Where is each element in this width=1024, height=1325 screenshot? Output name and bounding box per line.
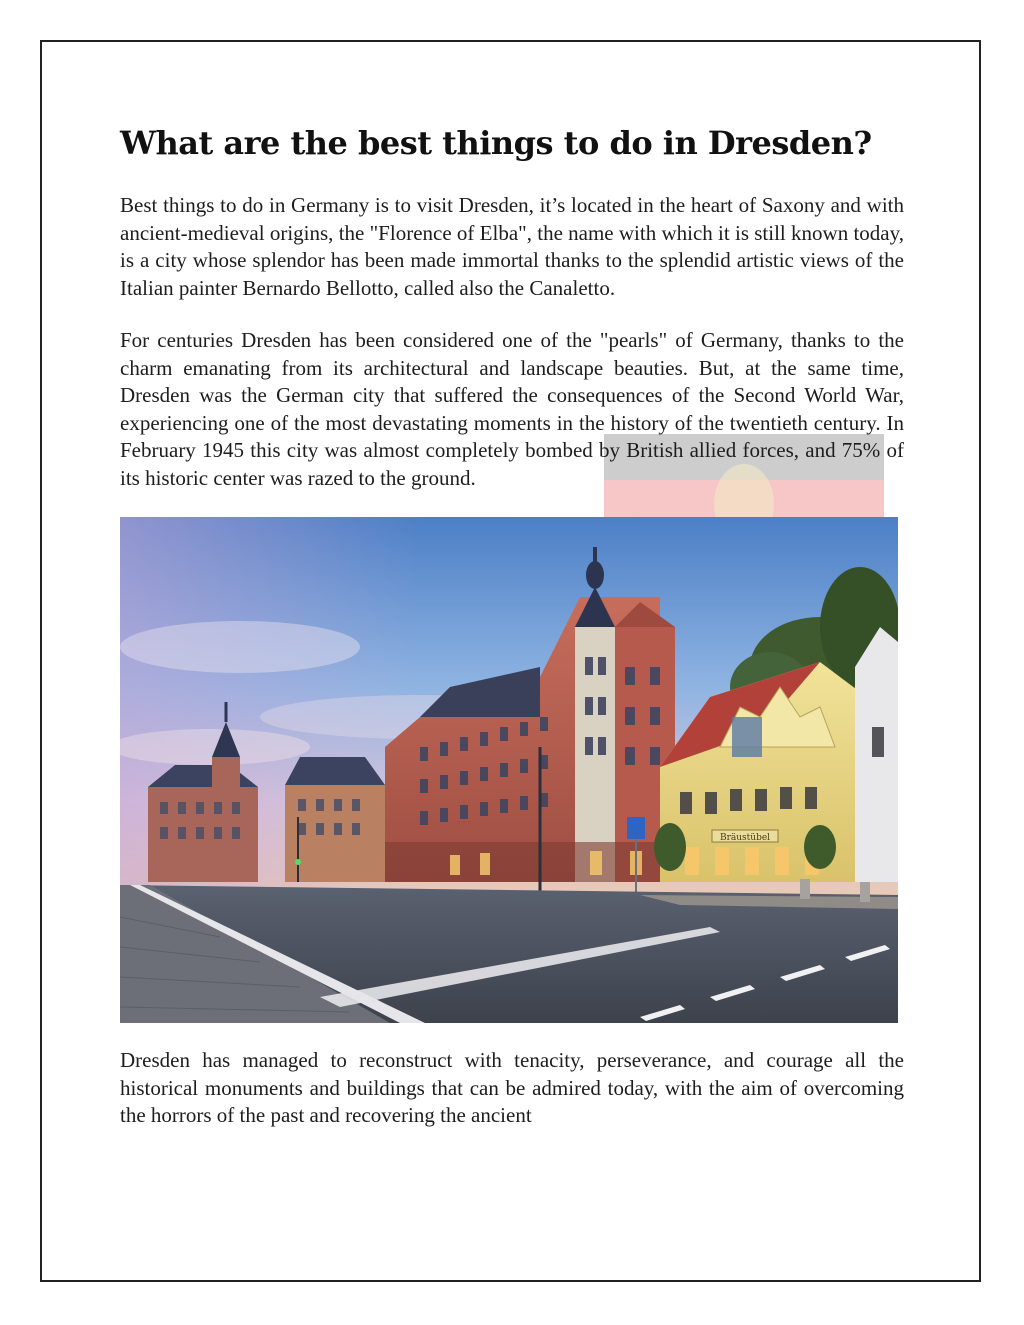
- document-body: [120, 124, 904, 1129]
- paragraph-intro: Best things to do in Germany is to visit Dresden, it’s located in the heart of Saxony and with ancient-medieval origins, the "Florence of Elba", the name with which it is still known today, is a city whose splendor has been made immortal thanks to the splendid artistic views of the Italian painter Bernardo Bellotto, called also the Canaletto.: [120, 193, 904, 300]
- shop-sign: Bräustübel: [719, 833, 771, 843]
- document-page: [40, 40, 981, 1282]
- paragraph-reconstruction: Dresden has managed to reconstruct with tenacity, perseverance, and courage all the historical monuments and buildings that can be admired today, with the aim of overcoming the horrors of the past and recovering the ancient: [120, 1048, 904, 1127]
- dresden-street-photo: [120, 517, 898, 1023]
- continued-text-clip: [120, 1047, 904, 1129]
- paragraph-history: For centuries Dresden has been considered one of the "pearls" of Germany, thanks to the charm emanating from its architectural and landscape beauties. But, at the same time, Dresden was the German city that suffered the consequences of the Second World War, experiencing one of the most devastating moments in the history of the twentieth century. In February 1945 this city was almost completely bombed by British allied forces, and 75% of its historic center was razed to the ground.: [120, 328, 904, 490]
- page-title: What are the best things to do in Dresden?: [120, 124, 872, 162]
